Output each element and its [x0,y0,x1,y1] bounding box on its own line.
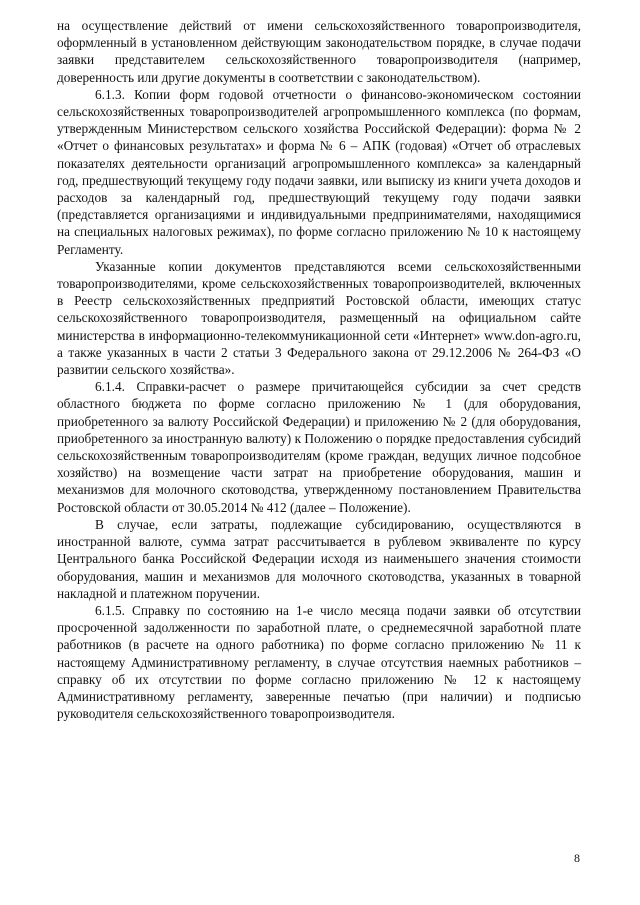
paragraph-6-1-5: 6.1.5. Справку по состоянию на 1-е число месяца подачи заявки об отсутствии просроченной задолженности по заработной плате, о среднемесячной заработной плате работников (в расчете на одного работника) по форме согласно приложению № 11 к настоящему Административному регламенту, в случае отсутствия наемных работников – справку об их отсутствии по форме согласно приложению № 12 к настоящему Административному регламенту, заверенные печатью (при наличии) и подписью руководителя сельскохозяйственного товаропроизводителя. [57,602,581,722]
paragraph-currency-note: В случае, если затраты, подлежащие субсидированию, осуществляются в иностранной валюте, сумма затрат рассчитывается в рублевом эквиваленте по курсу Центрального банка Российской Федерации исходя из наименьшего значения стоимости оборудования, машин и механизмов для молочного скотоводства, указанных в товарной накладной и платежном поручении. [57,516,581,601]
paragraph-6-1-3: 6.1.3. Копии форм годовой отчетности о финансово-экономическом состоянии сельскохозяйственных товаропроизводителей агропромышленного комплекса (по формам, утвержденным Министерством сельского хозяйства Российской Федерации): форма № 2 «Отчет о финансовых результатах» и форма № 6 – АПК (годовая) «Отчет об отраслевых показателях деятельности организаций агропромышленного комплекса» за календарный год, предшествующий текущему году подачи заявки, или выписку из книги учета доходов и расходов за календарный год, предшествующий текущему году подачи заявки (представляется организациями и индивидуальными предпринимателями, находящимися на специальных налоговых режимах), по форме согласно приложению № 10 к настоящему Регламенту. [57,86,581,257]
paragraph-continuation: на осуществление действий от имени сельскохозяйственного товаропроизводителя, оформленный в установленном действующим законодательством порядке, в случае подачи заявки представителем сельскохозяйственного товаропроизводителя (например, доверенность или другие документы в соответствии с законодательством). [57,18,581,85]
paragraph-6-1-4: 6.1.4. Справки-расчет о размере причитающейся субсидии за счет средств областного бюджета по форме согласно приложению № 1 (для оборудования, приобретенного за валюту Российской Федерации) и приложению № 2 (для оборудования, приобретенного за иностранную валюту) к Положению о порядке предоставления субсидий сельскохозяйственным товаропроизводителям (кроме граждан, ведущих личное подсобное хозяйство) на возмещение части затрат на приобретение оборудования, машин и механизмов для молочного скотоводства, утвержденному постановлением Правительства Ростовской области от 30.05.2014 № 412 (далее – Положение). [57,379,581,515]
paragraph-copies-note: Указанные копии документов представляются всеми сельскохозяйственными товаропроизводителями, кроме сельскохозяйственных товаропроизводителей, включенных в Реестр сельскохозяйственных предприятий Ростовской области, имеющих статус сельскохозяйственного товаропроизводителя, размещенный на официальном сайте министерства в информационно-телекоммуникационной сети «Интернет» www.don-agro.ru, а также указанных в части 2 статьи 3 Федерального закона от 29.12.2006 № 264-ФЗ «О развитии сельского хозяйства». [57,258,581,378]
document-body [57,17,581,722]
page-number: 8 [574,851,580,865]
